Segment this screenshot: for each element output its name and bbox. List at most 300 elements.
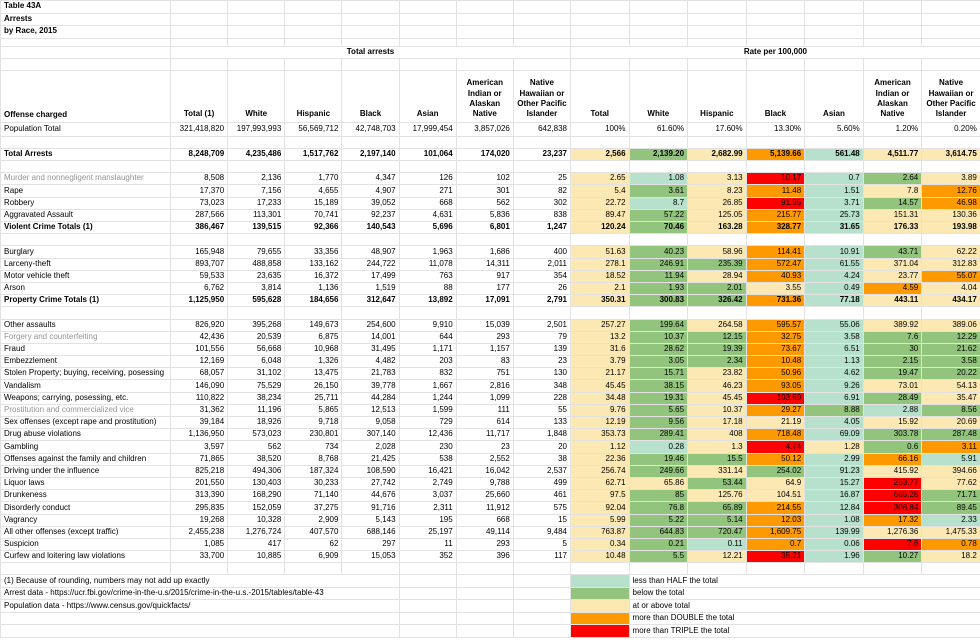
- arrest-count[interactable]: 1,517,762: [285, 148, 342, 160]
- rate-value[interactable]: 4.74: [746, 441, 805, 453]
- empty-cell[interactable]: [171, 38, 228, 46]
- rate-value[interactable]: 17.18: [688, 417, 747, 429]
- offense-label[interactable]: Property Crime Totals (1): [1, 295, 171, 307]
- rate-value[interactable]: 561.48: [805, 148, 864, 160]
- arrest-count[interactable]: 8,768: [285, 453, 342, 465]
- arrest-count[interactable]: 9,718: [285, 417, 342, 429]
- arrest-count[interactable]: 139,515: [228, 222, 285, 234]
- arrest-count[interactable]: 5,696: [399, 222, 456, 234]
- arrest-count[interactable]: 562: [456, 197, 513, 209]
- arrest-count[interactable]: 152,059: [228, 502, 285, 514]
- arrest-count[interactable]: 113,301: [228, 209, 285, 221]
- rate-value[interactable]: 10.37: [688, 404, 747, 416]
- empty-cell[interactable]: [570, 26, 629, 39]
- rate-value[interactable]: 3.61: [629, 185, 688, 197]
- empty-cell[interactable]: [285, 307, 342, 319]
- population-count[interactable]: 56,569,712: [285, 122, 342, 136]
- arrest-count[interactable]: 10,885: [228, 551, 285, 563]
- rate-value[interactable]: 53.44: [688, 477, 747, 489]
- arrest-column-header[interactable]: White: [228, 70, 285, 122]
- empty-cell[interactable]: [629, 161, 688, 173]
- rate-value[interactable]: 3.71: [805, 197, 864, 209]
- arrest-count[interactable]: 75,529: [228, 380, 285, 392]
- empty-cell[interactable]: [863, 161, 922, 173]
- arrest-count[interactable]: 1,244: [399, 392, 456, 404]
- arrest-count[interactable]: 23: [456, 441, 513, 453]
- arrest-count[interactable]: 23: [513, 356, 570, 368]
- arrest-count[interactable]: 146,090: [171, 380, 228, 392]
- rate-value[interactable]: 215.77: [746, 209, 805, 221]
- arrest-count[interactable]: 307,140: [342, 429, 399, 441]
- arrest-count[interactable]: 9,484: [513, 526, 570, 538]
- empty-cell[interactable]: [746, 26, 805, 39]
- arrest-count[interactable]: 117: [513, 551, 570, 563]
- rate-value[interactable]: 19.47: [863, 368, 922, 380]
- empty-cell[interactable]: [805, 13, 864, 26]
- empty-cell[interactable]: [629, 13, 688, 26]
- rate-value[interactable]: 8.23: [688, 185, 747, 197]
- arrest-count[interactable]: 2,028: [342, 441, 399, 453]
- rate-value[interactable]: 77.18: [805, 295, 864, 307]
- arrest-count[interactable]: 688,146: [342, 526, 399, 538]
- rate-value[interactable]: 665.28: [863, 490, 922, 502]
- rate-value[interactable]: 443.11: [863, 295, 922, 307]
- rate-value[interactable]: 10.91: [805, 246, 864, 258]
- empty-cell[interactable]: [570, 161, 629, 173]
- offense-label[interactable]: Vagrancy: [1, 514, 171, 526]
- arrest-count[interactable]: 26: [513, 282, 570, 294]
- empty-cell[interactable]: [285, 161, 342, 173]
- empty-cell[interactable]: [1, 46, 171, 58]
- empty-cell[interactable]: [805, 136, 864, 148]
- rate-value[interactable]: 434.17: [922, 295, 980, 307]
- rate-value[interactable]: 0.11: [688, 538, 747, 550]
- empty-cell[interactable]: [570, 58, 629, 70]
- empty-cell[interactable]: [746, 161, 805, 173]
- rate-value[interactable]: 11.48: [746, 185, 805, 197]
- rate-value[interactable]: 2.88: [863, 404, 922, 416]
- empty-cell[interactable]: [228, 161, 285, 173]
- rate-value[interactable]: 1.08: [629, 173, 688, 185]
- rate-value[interactable]: 9.76: [570, 404, 629, 416]
- rate-value[interactable]: 2.01: [688, 282, 747, 294]
- rate-value[interactable]: 20.22: [922, 368, 980, 380]
- arrest-count[interactable]: 499: [513, 477, 570, 489]
- population-share[interactable]: 0.20%: [922, 122, 980, 136]
- arrest-count[interactable]: 4,655: [285, 185, 342, 197]
- offense-label[interactable]: Driving under the influence: [1, 465, 171, 477]
- arrest-count[interactable]: 82: [513, 185, 570, 197]
- rate-value[interactable]: 85: [629, 490, 688, 502]
- population-count[interactable]: 17,999,454: [399, 122, 456, 136]
- empty-cell[interactable]: [342, 136, 399, 148]
- arrest-count[interactable]: 4,347: [342, 173, 399, 185]
- rate-value[interactable]: 1,475.33: [922, 526, 980, 538]
- arrest-count[interactable]: 595,628: [228, 295, 285, 307]
- arrest-count[interactable]: 44,676: [342, 490, 399, 502]
- arrest-column-header[interactable]: Total (1): [171, 70, 228, 122]
- rate-value[interactable]: 595.57: [746, 319, 805, 331]
- arrest-count[interactable]: 1,276,724: [228, 526, 285, 538]
- arrest-count[interactable]: 6,762: [171, 282, 228, 294]
- rate-value[interactable]: 235.39: [688, 258, 747, 270]
- arrest-count[interactable]: 187,324: [285, 465, 342, 477]
- arrest-count[interactable]: 48,907: [342, 246, 399, 258]
- empty-cell[interactable]: [629, 1, 688, 14]
- empty-cell[interactable]: [285, 13, 342, 26]
- rate-value[interactable]: 12.84: [805, 502, 864, 514]
- rate-value[interactable]: 0.06: [805, 538, 864, 550]
- arrest-count[interactable]: 287,566: [171, 209, 228, 221]
- arrest-count[interactable]: 11,717: [456, 429, 513, 441]
- arrest-count[interactable]: 195: [399, 514, 456, 526]
- arrest-count[interactable]: 12,169: [171, 356, 228, 368]
- rate-value[interactable]: 20.69: [922, 417, 980, 429]
- arrest-count[interactable]: 56,668: [228, 343, 285, 355]
- arrest-count[interactable]: 79: [513, 331, 570, 343]
- sheet-title[interactable]: Arrests: [1, 13, 171, 26]
- rate-column-header[interactable]: Total: [570, 70, 629, 122]
- arrest-count[interactable]: 38,520: [228, 453, 285, 465]
- empty-cell[interactable]: [342, 58, 399, 70]
- empty-cell[interactable]: [746, 307, 805, 319]
- arrest-count[interactable]: 2,136: [228, 173, 285, 185]
- rate-value[interactable]: 64.9: [746, 477, 805, 489]
- arrest-count[interactable]: 4,482: [342, 356, 399, 368]
- empty-cell[interactable]: [342, 1, 399, 14]
- population-share[interactable]: 1.20%: [863, 122, 922, 136]
- arrest-count[interactable]: 1,136,950: [171, 429, 228, 441]
- sheet-title[interactable]: by Race, 2015: [1, 26, 171, 39]
- arrest-count[interactable]: 668: [456, 514, 513, 526]
- rate-value[interactable]: 62.71: [570, 477, 629, 489]
- empty-cell[interactable]: [805, 307, 864, 319]
- empty-cell[interactable]: [399, 58, 456, 70]
- empty-cell[interactable]: [228, 13, 285, 26]
- rate-value[interactable]: 2.65: [570, 173, 629, 185]
- empty-cell[interactable]: [342, 38, 399, 46]
- offense-label[interactable]: All other offenses (except traffic): [1, 526, 171, 538]
- population-count[interactable]: 642,838: [513, 122, 570, 136]
- arrest-count[interactable]: 17,233: [228, 197, 285, 209]
- rate-value[interactable]: 10.48: [570, 551, 629, 563]
- rate-value[interactable]: 65.89: [688, 502, 747, 514]
- rate-value[interactable]: 34.48: [570, 392, 629, 404]
- empty-cell[interactable]: [399, 625, 456, 638]
- empty-cell[interactable]: [629, 58, 688, 70]
- arrest-count[interactable]: 396: [456, 551, 513, 563]
- arrest-count[interactable]: 11,078: [399, 258, 456, 270]
- rate-value[interactable]: 46.23: [688, 380, 747, 392]
- rate-value[interactable]: 51.63: [570, 246, 629, 258]
- empty-cell[interactable]: [399, 600, 456, 613]
- arrest-count[interactable]: 14,311: [456, 258, 513, 270]
- population-share[interactable]: 5.60%: [805, 122, 864, 136]
- arrest-count[interactable]: 2,537: [513, 465, 570, 477]
- empty-cell[interactable]: [922, 26, 980, 39]
- rate-value[interactable]: 731.36: [746, 295, 805, 307]
- rate-value[interactable]: 25.73: [805, 209, 864, 221]
- empty-cell[interactable]: [228, 1, 285, 14]
- empty-cell[interactable]: [922, 58, 980, 70]
- arrest-count[interactable]: 13,892: [399, 295, 456, 307]
- rate-value[interactable]: 15.5: [688, 453, 747, 465]
- empty-cell[interactable]: [746, 13, 805, 26]
- rate-value[interactable]: 32.75: [746, 331, 805, 343]
- arrest-count[interactable]: 2,311: [399, 502, 456, 514]
- rate-value[interactable]: 0.7: [805, 173, 864, 185]
- rate-value[interactable]: 15.92: [863, 417, 922, 429]
- rate-value[interactable]: 92.04: [570, 502, 629, 514]
- empty-cell[interactable]: [805, 26, 864, 39]
- empty-cell[interactable]: [399, 234, 456, 246]
- empty-cell[interactable]: [513, 161, 570, 173]
- rate-value[interactable]: 264.58: [688, 319, 747, 331]
- rate-value[interactable]: 350.31: [570, 295, 629, 307]
- rate-value[interactable]: 328.77: [746, 222, 805, 234]
- arrest-count[interactable]: 25,660: [456, 490, 513, 502]
- arrest-count[interactable]: 230,801: [285, 429, 342, 441]
- arrest-count[interactable]: 3,814: [228, 282, 285, 294]
- arrest-count[interactable]: 1,519: [342, 282, 399, 294]
- arrest-count[interactable]: 1,686: [456, 246, 513, 258]
- rate-value[interactable]: 331.14: [688, 465, 747, 477]
- rate-value[interactable]: 46.98: [922, 197, 980, 209]
- arrest-count[interactable]: 395,268: [228, 319, 285, 331]
- rate-value[interactable]: 2.64: [863, 173, 922, 185]
- arrest-count[interactable]: 494,306: [228, 465, 285, 477]
- arrest-count[interactable]: 33,356: [285, 246, 342, 258]
- rate-value[interactable]: 3.58: [805, 331, 864, 343]
- empty-cell[interactable]: [863, 307, 922, 319]
- rate-value[interactable]: 4.62: [805, 368, 864, 380]
- arrest-count[interactable]: 14,001: [342, 331, 399, 343]
- arrest-count[interactable]: 17,499: [342, 270, 399, 282]
- arrest-count[interactable]: 2,501: [513, 319, 570, 331]
- rate-value[interactable]: 4.59: [863, 282, 922, 294]
- arrest-count[interactable]: 165,948: [171, 246, 228, 258]
- rate-value[interactable]: 389.06: [922, 319, 980, 331]
- arrest-count[interactable]: 16,421: [399, 465, 456, 477]
- empty-cell[interactable]: [399, 612, 456, 625]
- rate-value[interactable]: 3.11: [922, 441, 980, 453]
- arrest-count[interactable]: 33,700: [171, 551, 228, 563]
- arrest-count[interactable]: 763: [399, 270, 456, 282]
- offense-label[interactable]: Offenses against the family and children: [1, 453, 171, 465]
- arrest-count[interactable]: 13,475: [285, 368, 342, 380]
- empty-cell[interactable]: [513, 575, 570, 588]
- arrest-count[interactable]: 168,290: [228, 490, 285, 502]
- rate-value[interactable]: 14.57: [863, 197, 922, 209]
- rate-value[interactable]: 2,566: [570, 148, 629, 160]
- rate-value[interactable]: 9.26: [805, 380, 864, 392]
- rate-value[interactable]: 15.71: [629, 368, 688, 380]
- empty-cell[interactable]: [922, 38, 980, 46]
- empty-cell[interactable]: [570, 1, 629, 14]
- rate-value[interactable]: 10.37: [629, 331, 688, 343]
- empty-cell[interactable]: [456, 38, 513, 46]
- arrest-count[interactable]: 17,091: [456, 295, 513, 307]
- rate-value[interactable]: 91.35: [746, 197, 805, 209]
- rate-value[interactable]: 125.76: [688, 490, 747, 502]
- arrest-count[interactable]: 31,495: [342, 343, 399, 355]
- rate-value[interactable]: 2.34: [688, 356, 747, 368]
- empty-cell[interactable]: [805, 161, 864, 173]
- rate-value[interactable]: 1,609.75: [746, 526, 805, 538]
- empty-cell[interactable]: [1, 161, 171, 173]
- empty-cell[interactable]: [629, 307, 688, 319]
- empty-cell[interactable]: [1, 136, 171, 148]
- arrest-count[interactable]: 230: [399, 441, 456, 453]
- offense-label[interactable]: Aggravated Assault: [1, 209, 171, 221]
- rate-value[interactable]: 1.08: [805, 514, 864, 526]
- empty-cell[interactable]: [228, 563, 285, 575]
- arrest-count[interactable]: 1,247: [513, 222, 570, 234]
- empty-cell[interactable]: [688, 38, 747, 46]
- rate-column-header[interactable]: Asian: [805, 70, 864, 122]
- empty-cell[interactable]: [863, 1, 922, 14]
- arrest-count[interactable]: 23,635: [228, 270, 285, 282]
- offense-label[interactable]: Suspicion: [1, 538, 171, 550]
- empty-cell[interactable]: [456, 136, 513, 148]
- rate-value[interactable]: 253.77: [863, 477, 922, 489]
- arrest-count[interactable]: 110,822: [171, 392, 228, 404]
- empty-cell[interactable]: [746, 563, 805, 575]
- arrest-count[interactable]: 1,171: [399, 343, 456, 355]
- empty-cell[interactable]: [688, 234, 747, 246]
- arrest-count[interactable]: 55: [513, 404, 570, 416]
- empty-cell[interactable]: [456, 625, 513, 638]
- arrest-count[interactable]: 7,156: [228, 185, 285, 197]
- empty-cell[interactable]: [688, 26, 747, 39]
- rate-value[interactable]: 4,511.77: [863, 148, 922, 160]
- arrest-count[interactable]: 73,023: [171, 197, 228, 209]
- empty-cell[interactable]: [399, 13, 456, 26]
- arrest-count[interactable]: 4,907: [342, 185, 399, 197]
- arrest-count[interactable]: 386,467: [171, 222, 228, 234]
- offense-label[interactable]: Prostitution and commercialized vice: [1, 404, 171, 416]
- empty-cell[interactable]: [456, 1, 513, 14]
- rate-value[interactable]: 65.86: [629, 477, 688, 489]
- arrest-count[interactable]: 1,963: [399, 246, 456, 258]
- rate-value[interactable]: 21.17: [570, 368, 629, 380]
- empty-cell[interactable]: [399, 563, 456, 575]
- empty-cell[interactable]: [688, 563, 747, 575]
- rate-value[interactable]: 10.17: [746, 173, 805, 185]
- empty-cell[interactable]: [922, 1, 980, 14]
- empty-cell[interactable]: [513, 612, 570, 625]
- rate-value[interactable]: 12.76: [922, 185, 980, 197]
- empty-cell[interactable]: [513, 600, 570, 613]
- arrest-count[interactable]: 488,858: [228, 258, 285, 270]
- rate-value[interactable]: 3.05: [629, 356, 688, 368]
- empty-cell[interactable]: [746, 58, 805, 70]
- arrest-count[interactable]: 38,234: [228, 392, 285, 404]
- rate-value[interactable]: 12.19: [570, 417, 629, 429]
- empty-cell[interactable]: [513, 625, 570, 638]
- empty-cell[interactable]: [285, 1, 342, 14]
- offense-label[interactable]: Other assaults: [1, 319, 171, 331]
- rate-value[interactable]: 40.23: [629, 246, 688, 258]
- empty-cell[interactable]: [629, 38, 688, 46]
- empty-cell[interactable]: [688, 58, 747, 70]
- arrest-count[interactable]: 826,920: [171, 319, 228, 331]
- population-count[interactable]: 3,857,026: [456, 122, 513, 136]
- rate-value[interactable]: 763.87: [570, 526, 629, 538]
- arrest-count[interactable]: 295,835: [171, 502, 228, 514]
- footnote[interactable]: Population data - https://www.census.gov/quickfacts/: [1, 600, 400, 613]
- empty-cell[interactable]: [922, 234, 980, 246]
- empty-cell[interactable]: [922, 136, 980, 148]
- arrest-count[interactable]: 354: [513, 270, 570, 282]
- rate-value[interactable]: 5.22: [629, 514, 688, 526]
- arrest-count[interactable]: 39,184: [171, 417, 228, 429]
- arrest-count[interactable]: 1,136: [285, 282, 342, 294]
- empty-cell[interactable]: [171, 1, 228, 14]
- arrest-count[interactable]: 16,042: [456, 465, 513, 477]
- rate-value[interactable]: 17.32: [863, 514, 922, 526]
- rate-value[interactable]: 408: [688, 429, 747, 441]
- rate-value[interactable]: 12.03: [746, 514, 805, 526]
- empty-cell[interactable]: [513, 38, 570, 46]
- arrest-count[interactable]: 38: [513, 453, 570, 465]
- empty-cell[interactable]: [746, 38, 805, 46]
- empty-cell[interactable]: [399, 38, 456, 46]
- empty-cell[interactable]: [171, 161, 228, 173]
- empty-cell[interactable]: [1, 307, 171, 319]
- empty-cell[interactable]: [456, 575, 513, 588]
- empty-cell[interactable]: [456, 307, 513, 319]
- empty-cell[interactable]: [171, 563, 228, 575]
- empty-cell[interactable]: [399, 1, 456, 14]
- empty-cell[interactable]: [342, 26, 399, 39]
- empty-cell[interactable]: [863, 136, 922, 148]
- rate-value[interactable]: 249.66: [629, 465, 688, 477]
- rate-value[interactable]: 16.87: [805, 490, 864, 502]
- arrest-count[interactable]: 149,673: [285, 319, 342, 331]
- rate-value[interactable]: 21.62: [922, 343, 980, 355]
- arrest-count[interactable]: 17,370: [171, 185, 228, 197]
- arrest-count[interactable]: 2,791: [513, 295, 570, 307]
- empty-cell[interactable]: [688, 1, 747, 14]
- arrest-column-header[interactable]: American Indian or Alaskan Native: [456, 70, 513, 122]
- arrest-count[interactable]: 6,875: [285, 331, 342, 343]
- arrest-count[interactable]: 6,048: [228, 356, 285, 368]
- arrest-count[interactable]: 62: [285, 538, 342, 550]
- arrest-count[interactable]: 25,711: [285, 392, 342, 404]
- arrest-count[interactable]: 101,556: [171, 343, 228, 355]
- rate-value[interactable]: 28.49: [863, 392, 922, 404]
- rate-value[interactable]: 303.78: [863, 429, 922, 441]
- rate-value[interactable]: 0.6: [863, 441, 922, 453]
- arrest-count[interactable]: 27,742: [342, 477, 399, 489]
- arrest-count[interactable]: 42,436: [171, 331, 228, 343]
- empty-cell[interactable]: [513, 563, 570, 575]
- rate-value[interactable]: 45.45: [570, 380, 629, 392]
- rate-value[interactable]: 66.16: [863, 453, 922, 465]
- arrest-count[interactable]: 9,910: [399, 319, 456, 331]
- rate-value[interactable]: 28.62: [629, 343, 688, 355]
- rate-value[interactable]: 6.91: [805, 392, 864, 404]
- arrest-count[interactable]: 832: [399, 368, 456, 380]
- rate-value[interactable]: 7.8: [863, 185, 922, 197]
- arrest-count[interactable]: 20: [513, 441, 570, 453]
- empty-cell[interactable]: [570, 13, 629, 26]
- empty-cell[interactable]: [746, 136, 805, 148]
- empty-cell[interactable]: [1, 612, 400, 625]
- arrest-count[interactable]: 734: [285, 441, 342, 453]
- arrest-count[interactable]: 101,064: [399, 148, 456, 160]
